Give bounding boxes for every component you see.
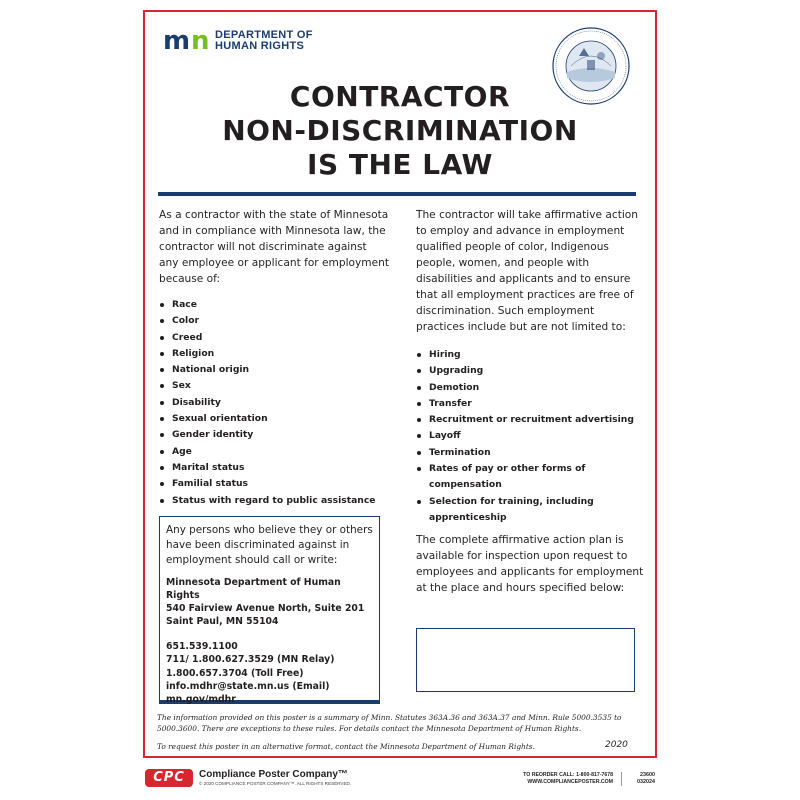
cpc-logo: CPC (145, 769, 193, 787)
bullet-icon (160, 499, 164, 503)
affirmative-action-statement: The contractor will take affirmative action to employ and advance in employment qualified people of color, Indigenous people, women, and people with disabilities and applicants and to ensure that all employment practices are free of discrimination. Such employment practices include but are not limited to: (416, 209, 638, 333)
contact-box (159, 516, 380, 704)
company-website: WWW.COMPLIANCEPOSTER.COM (527, 779, 613, 785)
right-column (416, 207, 644, 526)
mdhr-logo (163, 26, 313, 56)
poster-codes (621, 772, 655, 786)
protected-class-item: Age (159, 444, 389, 460)
poster (133, 0, 667, 800)
protected-class-item: Gender identity (159, 427, 389, 443)
protected-class-item: Religion (159, 346, 389, 362)
contact-intro: Any persons who believe they or others have been discriminated against in employment should call or write: (166, 524, 373, 566)
protected-class-item: National origin (159, 362, 389, 378)
bullet-icon (160, 417, 164, 421)
plan-location-box (416, 628, 635, 692)
contact-web: mn.gov/mdhr (166, 694, 236, 706)
protected-class-item: Color (159, 313, 389, 329)
contact-tollfree: 1.800.657.3704 (Toll Free) (166, 667, 304, 679)
poster-title: CONTRACTOR NON-DISCRIMINATION IS THE LAW (222, 80, 578, 181)
agency-name: DEPARTMENT OF HUMAN RIGHTS (215, 29, 313, 52)
bullet-icon (160, 450, 164, 454)
bullet-icon (417, 467, 421, 471)
bullet-icon (417, 418, 421, 422)
non-discrimination-statement: As a contractor with the state of Minnesota and in compliance with Minnesota law, the contractor will not discriminate against any employee or applicant for employment because of: (159, 209, 389, 285)
employment-practice-item: Recruitment or recruitment advertising (416, 412, 644, 428)
company-name: Compliance Poster Company™ (199, 769, 348, 780)
bullet-icon (417, 500, 421, 504)
employment-practice-item: Demotion (416, 380, 644, 396)
protected-class-item: Creed (159, 330, 389, 346)
bullet-icon (160, 384, 164, 388)
affirmative-action-plan-text: The complete affirmative action plan is available for inspection upon request to employees and applicants for employment at the place and hours specified below: (416, 534, 644, 594)
protected-class-item: Sexual orientation (159, 411, 389, 427)
poster-code: 23600 (640, 772, 655, 778)
reorder-info (493, 772, 613, 786)
contact-street: 540 Fairview Avenue North, Suite 201 (166, 603, 365, 614)
bullet-icon (160, 482, 164, 486)
contact-city: Saint Paul, MN 55104 (166, 616, 279, 627)
protected-class-item: Sex (159, 378, 389, 394)
bullet-icon (417, 451, 421, 455)
protected-class-item: Familial status (159, 476, 389, 492)
employment-practice-item: Selection for training, including apprenticeship (416, 494, 644, 527)
bullet-icon (160, 303, 164, 307)
protected-classes-list (159, 297, 389, 509)
bullet-icon (160, 466, 164, 470)
footer (143, 767, 657, 791)
contact-phone: 651.539.1100 (166, 641, 238, 652)
bullet-icon (160, 352, 164, 356)
protected-class-item: Race (159, 297, 389, 313)
employment-practice-item: Rates of pay or other forms of compensation (416, 461, 644, 494)
bullet-icon (160, 319, 164, 323)
bullet-icon (417, 386, 421, 390)
employment-practice-item: Upgrading (416, 363, 644, 379)
copyright: © 2020 COMPLIANCE POSTER COMPANY™. ALL RIGHTS RESERVED. (199, 781, 352, 786)
employment-practice-item: Transfer (416, 396, 644, 412)
left-column (159, 207, 389, 509)
reorder-phone: TO REORDER CALL: 1-800-817-7678 (523, 772, 613, 778)
contact-relay: 711/ 1.800.627.3529 (MN Relay) (166, 654, 335, 666)
poster-year: 2020 (605, 740, 628, 750)
bullet-icon (160, 336, 164, 340)
alt-format-notice: To request this poster in an alternative format, contact the Minnesota Department of Human Rights. (157, 742, 535, 751)
title-divider (158, 192, 636, 196)
bullet-icon (417, 369, 421, 373)
bullet-icon (160, 433, 164, 437)
bullet-icon (160, 401, 164, 405)
employment-practice-item: Termination (416, 445, 644, 461)
mn-logo-icon: m n (163, 26, 210, 56)
bullet-icon (160, 368, 164, 372)
protected-class-item: Disability (159, 395, 389, 411)
bullet-icon (417, 353, 421, 357)
protected-class-item: Marital status (159, 460, 389, 476)
bullet-icon (417, 402, 421, 406)
protected-class-item: Status with regard to public assistance (159, 493, 389, 509)
contact-org: Minnesota Department of Human Rights (166, 577, 341, 601)
revision-code: 032024 (637, 779, 655, 785)
employment-practice-item: Layoff (416, 428, 644, 444)
bullet-icon (417, 434, 421, 438)
employment-practice-item: Hiring (416, 347, 644, 363)
contact-email: info.mdhr@state.mn.us (Email) (166, 680, 330, 692)
employment-practices-list (416, 347, 644, 526)
statute-notice: The information provided on this poster is a summary of Minn. Statutes 363A.36 and 363A.37 and Minn. Rule 5000.3535 to 5000.3600. There are exceptions to these rules. For details contact the Minnesota Department of Human Rights. (157, 713, 622, 733)
contact-numbers (166, 640, 373, 706)
contact-address (166, 576, 373, 628)
